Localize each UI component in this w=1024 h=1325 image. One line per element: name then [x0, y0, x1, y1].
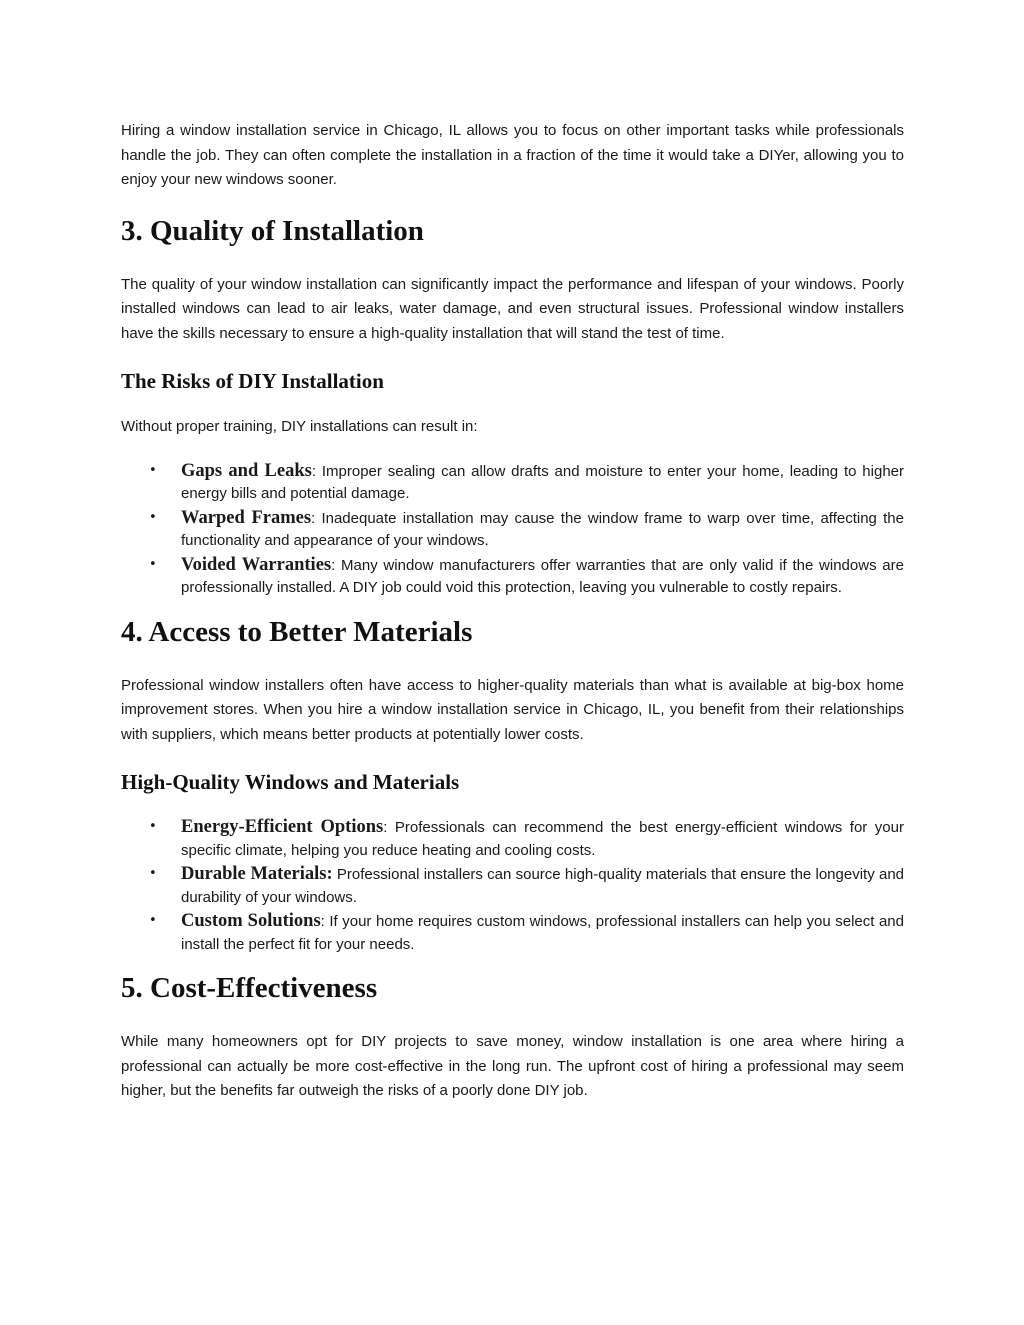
materials-subheading: High-Quality Windows and Materials [121, 770, 460, 794]
risks-subheading: The Risks of DIY Installation [121, 369, 384, 393]
list-item [121, 460, 904, 506]
section-3-paragraph: The quality of your window installation can significantly impact the performance and lifespan of your windows. Poorly installed windows can lead to air leaks, water damage, and even structural issues. Professional window installers have the skills necessary to ensure a high-quality installation that will stand the test of time. [121, 275, 904, 342]
risks-lead: Without proper training, DIY installations can result in: [121, 418, 478, 435]
section-4-paragraph: Professional window installers often have access to higher-quality materials than what is available at big-box home improvement stores. When you hire a window installation service in Chicago, IL, you benefit from their relationships with suppliers, which means better products at potentially lower costs. [121, 676, 904, 743]
bullet-icon: • [149, 556, 157, 572]
section-3-heading: 3. Quality of Installation [121, 214, 424, 247]
list-item-term: Custom Solutions [181, 911, 321, 931]
intro-paragraph: Hiring a window installation service in Chicago, IL allows you to focus on other important tasks while professionals handle the job. They can often complete the installation in a fraction of the time it would take a DIYer, allowing you to enjoy your new windows sooner. [121, 122, 904, 188]
list-item-separator: : [320, 913, 330, 930]
list-item-separator: : [311, 462, 322, 480]
list-item [121, 554, 904, 600]
section-5-heading: 5. Cost-Effectiveness [121, 972, 378, 1004]
bullet-icon: • [149, 462, 157, 478]
list-item-text: Professionals can recommend the best energy-efficient windows for your specific climate, helping you reduce heating and cooling costs. [181, 819, 904, 859]
bullet-icon: • [149, 819, 157, 834]
bullet-icon: • [149, 866, 157, 881]
list-item-text: If your home requires custom windows, professional installers can help you select and install the perfect fit for your needs. [181, 913, 904, 953]
list-item-text: Inadequate installation may cause the window frame to warp over time, affecting the functionality and appearance of your windows. [181, 509, 904, 549]
list-item-term: Warped Frames [181, 507, 312, 528]
list-item-term: Gaps and Leaks [181, 460, 312, 481]
risks-list [121, 460, 904, 600]
list-item-text: Improper sealing can allow drafts and moisture to enter your home, leading to higher energy bills and potential damage. [181, 462, 904, 502]
section-5-paragraph: While many homeowners opt for DIY projects to save money, window installation is one area where hiring a professional can actually be more cost-effective in the long run. The upfront cost of hiring a professional may seem higher, but the benefits far outweigh the risks of a poorly done DIY job. [121, 1033, 904, 1099]
materials-list [121, 816, 904, 956]
list-item [121, 910, 904, 956]
document-page [121, 119, 904, 1104]
list-item-separator: : [331, 556, 342, 574]
list-item-term: Durable Materials: [181, 864, 333, 884]
list-item-text: Many window manufacturers offer warranties that are only valid if the windows are professionally installed. A DIY job could void this protection, leaving you vulnerable to costly repairs. [181, 556, 904, 596]
bullet-icon: • [149, 509, 157, 525]
list-item [121, 507, 904, 553]
list-item-separator: : [383, 819, 395, 836]
list-item [121, 816, 904, 862]
list-item [121, 863, 904, 909]
list-item-term: Energy-Efficient Options [181, 817, 384, 837]
bullet-icon: • [149, 913, 157, 928]
list-item-separator: : [311, 509, 322, 527]
section-4-heading: 4. Access to Better Materials [121, 615, 473, 648]
list-item-text: Professional installers can source high-quality materials that ensure the longevity and durability of your windows. [181, 866, 904, 906]
list-item-term: Voided Warranties [181, 554, 332, 575]
